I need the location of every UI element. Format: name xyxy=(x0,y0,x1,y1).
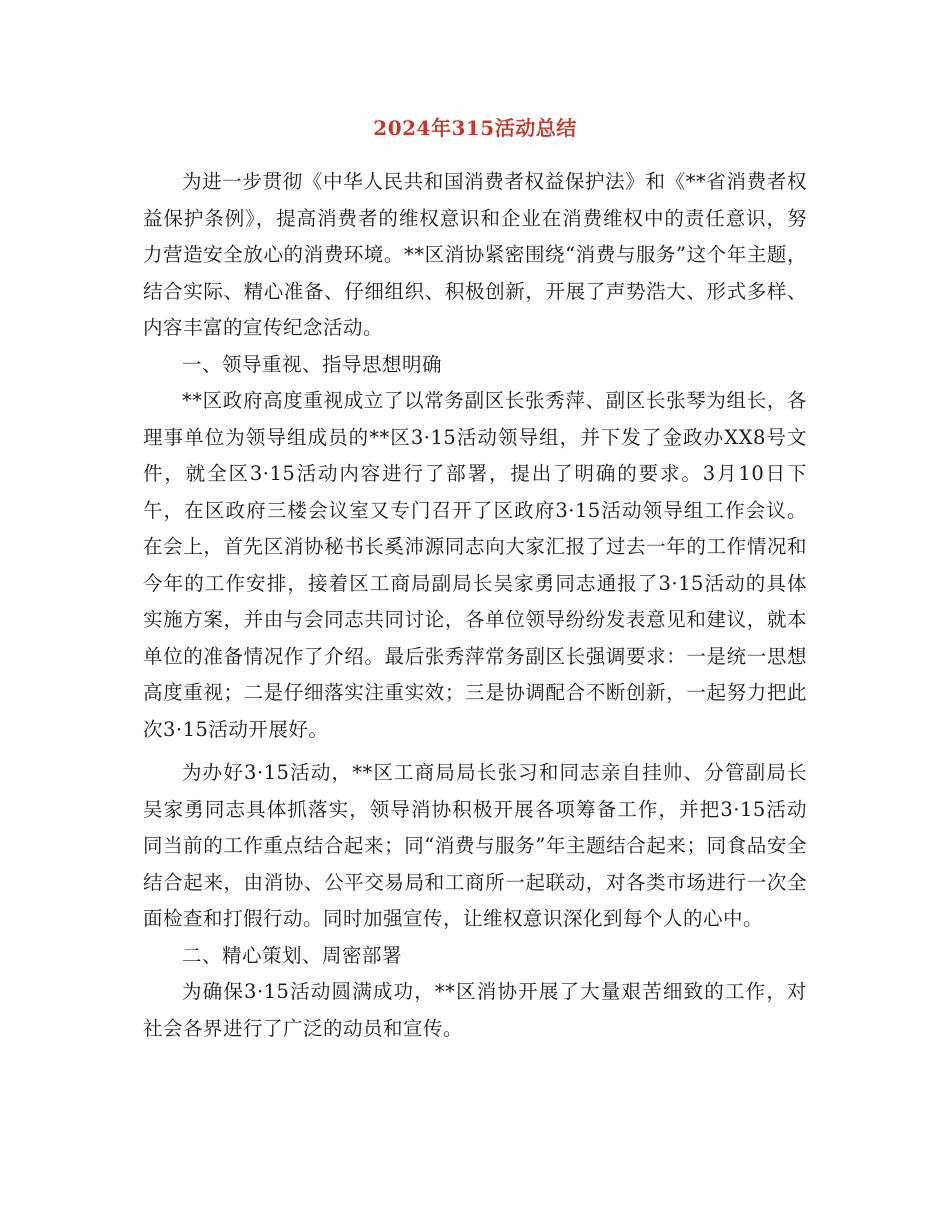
paragraph-planning: 为确保3·15活动圆满成功，**区消协开展了大量艰苦细致的工作，对社会各界进行了广泛的动员和宣传。 xyxy=(143,980,807,1040)
paragraph-leadership: **区政府高度重视成立了以常务副区长张秀萍、副区长张琴为组长，各理事单位为领导组成员的**区3·15活动领导组，并下发了金政办XX8号文件，就全区3·15活动内容进行了部署，提出了明确的要求。3月10日下午，在区政府三楼会议室又专门召开了区政府3·15活动领导组工作会议。在会上，首先区消协秘书长奚沛源同志向大家汇报了过去一年的工作情况和今年的工作安排，接着区工商局副局长吴家勇同志通报了3·15活动的具体实施方案，并由与会同志共同讨论，各单位领导纷纷发表意见和建议，就本单位的准备情况作了介绍。最后张秀萍常务副区长强调要求：一是统一思想高度重视；二是仔细落实注重实效；三是协调配合不断创新，一起努力把此次3·15活动开展好。 xyxy=(143,389,807,741)
document-page xyxy=(143,112,807,1047)
section-heading-1: 一、领导重视、指导思想明确 xyxy=(182,352,443,376)
paragraph-intro: 为进一步贯彻《中华人民共和国消费者权益保护法》和《**省消费者权益保护条例》，提高消费者的维权意识和企业在消费维权中的责任意识，努力营造安全放心的消费环境。**区消协紧密围绕“消费与服务”这个年主题，结合实际、精心准备、仔细组织、积极创新，开展了声势浩大、形式多样、内容丰富的宣传纪念活动。 xyxy=(143,170,807,339)
section-heading-2: 二、精心策划、周密部署 xyxy=(182,943,403,967)
document-title: 2024年315活动总结 xyxy=(373,116,577,140)
paragraph-preparation: 为办好3·15活动，**区工商局局长张习和同志亲自挂帅、分管副局长吴家勇同志具体抓落实，领导消协积极开展各项筹备工作，并把3·15活动同当前的工作重点结合起来；同“消费与服务”年主题结合起来；同食品安全结合起来，由消协、公平交易局和工商所一起联动，对各类市场进行一次全面检查和打假行动。同时加强宣传，让维权意识深化到每个人的心中。 xyxy=(143,761,807,930)
